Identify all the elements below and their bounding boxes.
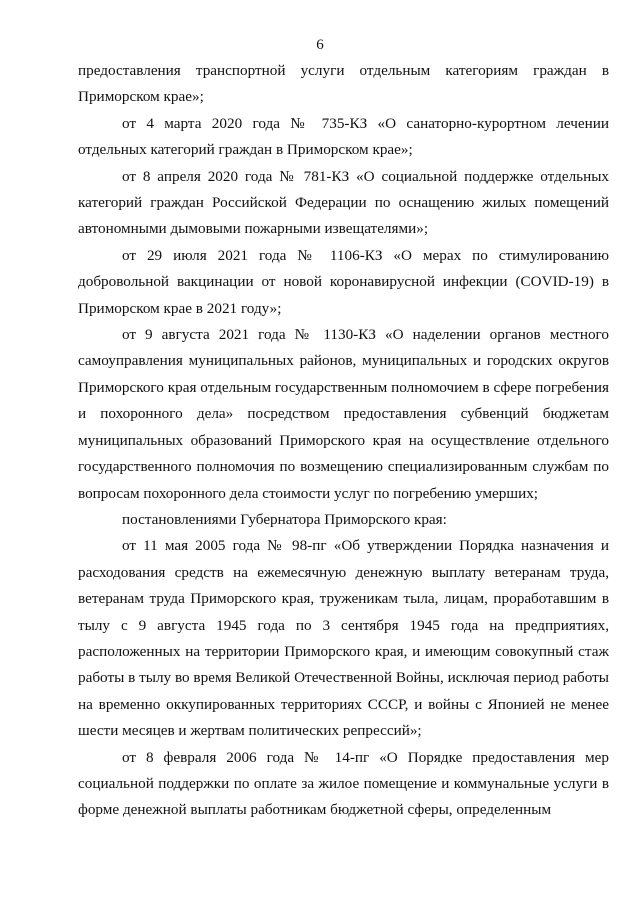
page-number: 6 (316, 37, 324, 53)
paragraph-governor-resolutions-heading: постановлениями Губернатора Приморского края: (122, 510, 447, 528)
paragraph-law-1130-kz: от 9 августа 2021 года № 1130-КЗ «О наделении органов местного самоуправления муниципальных районов, муниципальных и городских округов Приморского края отдельным государственным полномочием в сфере погребения и похоронного дела» посредством предоставления субвенций бюджетам муниципальных образований Приморского края на осуществление отдельного государственного полномочия по возмещению специализированным службам по вопросам похоронного дела стоимости услуг по погребению умерших; (78, 326, 609, 502)
paragraph-resolution-98-pg: от 11 мая 2005 года № 98-пг «Об утверждении Порядка назначения и расходования средств на ежемесячную денежную выплату ветеранам труда, ветеранам труда Приморского края, труженикам тыла, лицам, проработавшим в тылу с 9 августа 1945 года по 3 сентября 1945 года на предприятиях, расположенных на территории Приморского края, и имеющим совокупный стаж работы в тылу во время Великой Отечественной Войны, исключая период работы на временно оккупированных территориях СССР, и войны с Японией не менее шести месяцев и жертвам политических репрессий»; (78, 537, 609, 740)
paragraph-law-735-kz: от 4 марта 2020 года № 735-КЗ «О санаторно-курортном лечении отдельных категорий граждан в Приморском крае»; (78, 114, 609, 159)
paragraph-law-1106-kz: от 29 июля 2021 года № 1106-КЗ «О мерах по стимулированию добровольной вакцинации от новой коронавирусной инфекции (COVID-19) в Приморском крае в 2021 году»; (78, 246, 609, 317)
paragraph-law-781-kz: от 8 апреля 2020 года № 781-КЗ «О социальной поддержке отдельных категорий граждан Российской Федерации по оснащению жилых помещений автономными дымовыми пожарными извещателями»; (78, 167, 609, 238)
document-body (78, 58, 609, 824)
paragraph-resolution-14-pg: от 8 февраля 2006 года № 14-пг «О Порядке предоставления мер социальной поддержки по оплате за жилое помещение и коммунальные услуги в форме денежной выплаты работникам бюджетной сферы, определенным (78, 748, 609, 819)
paragraph-continuation-transport-services: предоставления транспортной услуги отдельным категориям граждан в Приморском крае»; (78, 62, 609, 106)
